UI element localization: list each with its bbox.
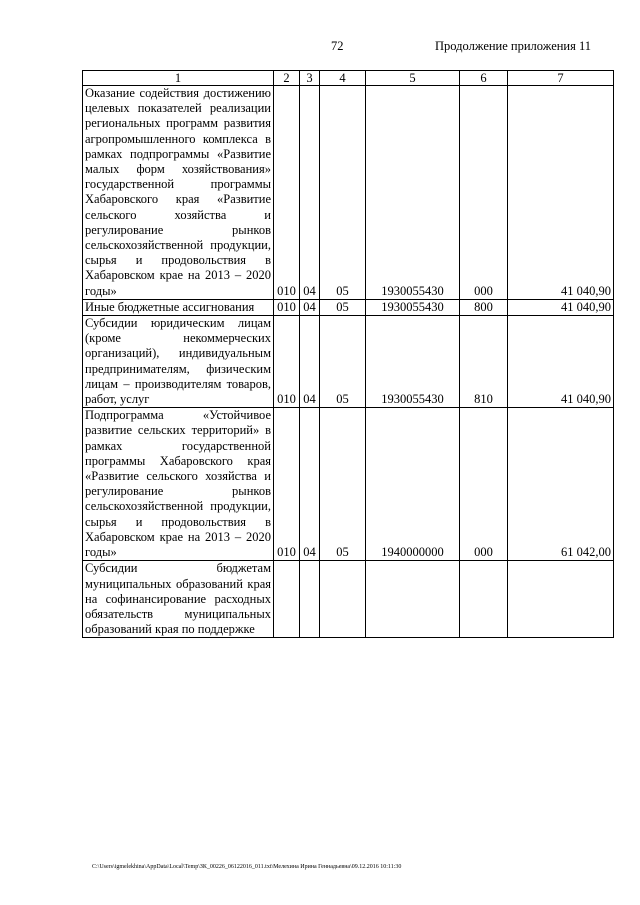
cell-amount: 41 040,90 xyxy=(508,316,614,408)
cell-code: 010 xyxy=(274,86,300,300)
cell-subsection: 05 xyxy=(320,408,366,561)
budget-table xyxy=(82,70,614,638)
column-header: 3 xyxy=(300,71,320,86)
column-header: 1 xyxy=(83,71,274,86)
cell-amount: 41 040,90 xyxy=(508,86,614,300)
page-number: 72 xyxy=(331,39,344,53)
table-row xyxy=(83,408,614,561)
column-header: 4 xyxy=(320,71,366,86)
cell-section: 04 xyxy=(300,408,320,561)
cell-target-article xyxy=(366,561,460,638)
cell-target-article: 1940000000 xyxy=(366,408,460,561)
column-header: 5 xyxy=(366,71,460,86)
row-name: Субсидии юридическим лицам (кроме некоммерческих организаций), индивидуальным предпринимателям, физическим лицам – производителям товаров, работ, услуг xyxy=(83,316,274,408)
table-row xyxy=(83,299,614,315)
row-name: Иные бюджетные ассигнования xyxy=(83,299,274,315)
row-name: Подпрограмма «Устойчивое развитие сельских территорий» в рамках государственной программы Хабаровского края «Развитие сельского хозяйства и регулирование рынков сельскохозяйственной продукции, сырья и продовольствия в Хабаровском крае на 2013 – 2020 годы» xyxy=(83,408,274,561)
column-header: 2 xyxy=(274,71,300,86)
table-row xyxy=(83,316,614,408)
cell-section xyxy=(300,561,320,638)
cell-subsection: 05 xyxy=(320,299,366,315)
cell-subsection xyxy=(320,561,366,638)
cell-amount: 41 040,90 xyxy=(508,299,614,315)
column-header-row xyxy=(83,71,614,86)
cell-section: 04 xyxy=(300,299,320,315)
cell-code: 010 xyxy=(274,299,300,315)
cell-section: 04 xyxy=(300,316,320,408)
cell-subsection: 05 xyxy=(320,86,366,300)
row-name: Субсидии бюджетам муниципальных образований края на софинансирование расходных обязательств муниципальных образований края по поддержке xyxy=(83,561,274,638)
cell-amount: 61 042,00 xyxy=(508,408,614,561)
footer-file-path: C:\Users\igmelekhina\AppData\Local\Temp\ЗК_00226_06122016_011.txt\Мелехина Ирина Геннадьевна\09.12.2016 10:11:30 xyxy=(92,864,402,870)
cell-expense-type: 800 xyxy=(460,299,508,315)
cell-subsection: 05 xyxy=(320,316,366,408)
cell-expense-type: 000 xyxy=(460,86,508,300)
cell-expense-type xyxy=(460,561,508,638)
table-row xyxy=(83,86,614,300)
cell-code xyxy=(274,561,300,638)
column-header: 7 xyxy=(508,71,614,86)
cell-expense-type: 000 xyxy=(460,408,508,561)
cell-code: 010 xyxy=(274,408,300,561)
cell-expense-type: 810 xyxy=(460,316,508,408)
row-name: Оказание содействия достижению целевых показателей реализации региональных программ развития агропромышленного комплекса в рамках подпрограммы «Развитие малых форм хозяйствования» государственной программы Хабаровского края «Развитие сельского хозяйства и регулирование рынков сельскохозяйственной продукции, сырья и продовольствия в Хабаровском крае на 2013 – 2020 годы» xyxy=(83,86,274,300)
cell-amount xyxy=(508,561,614,638)
cell-target-article: 1930055430 xyxy=(366,86,460,300)
column-header: 6 xyxy=(460,71,508,86)
cell-target-article: 1930055430 xyxy=(366,316,460,408)
table-row xyxy=(83,561,614,638)
cell-target-article: 1930055430 xyxy=(366,299,460,315)
cell-code: 010 xyxy=(274,316,300,408)
appendix-label: Продолжение приложения 11 xyxy=(435,39,592,53)
cell-section: 04 xyxy=(300,86,320,300)
